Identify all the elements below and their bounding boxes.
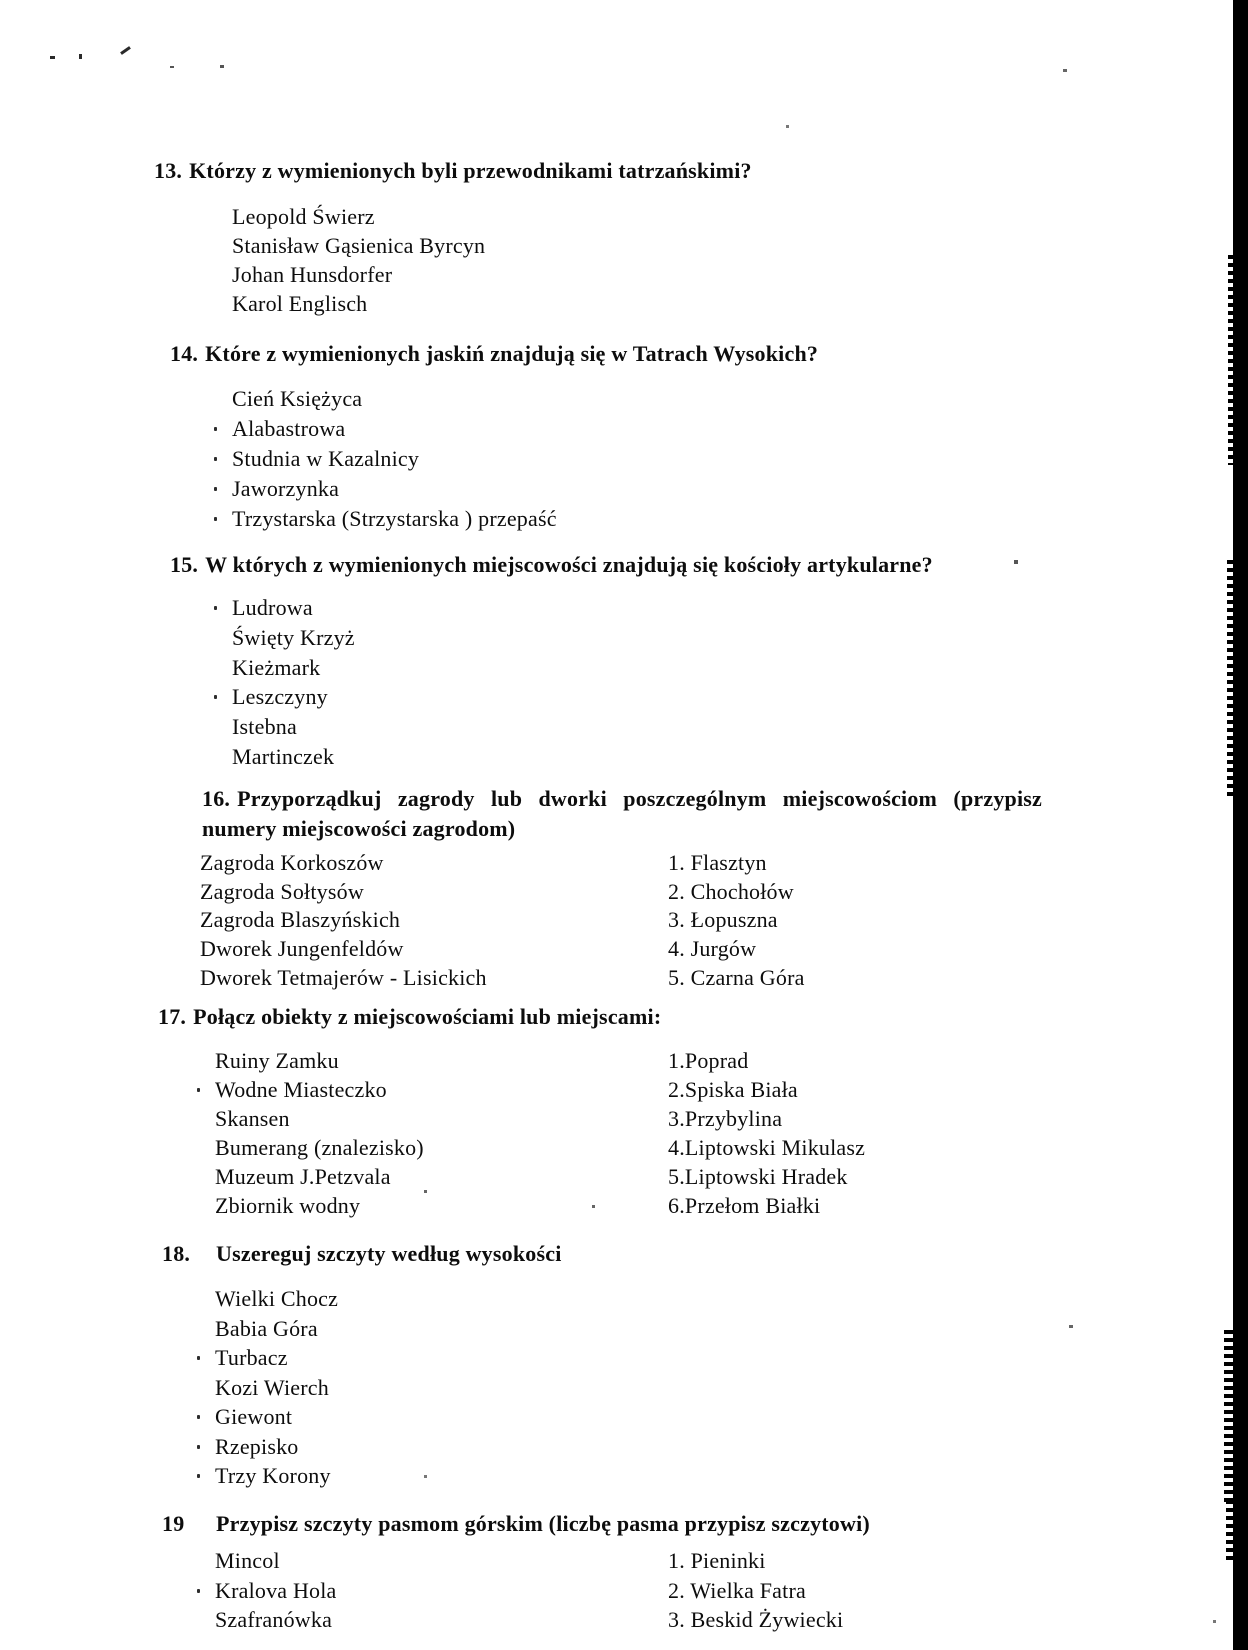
- question-heading-q19: [162, 1509, 870, 1539]
- question-title: Którzy z wymienionych byli przewodnikami tatrzańskimi?: [189, 158, 752, 183]
- answer-item-label: Rzepisko: [215, 1433, 299, 1459]
- answer-item: [232, 414, 557, 444]
- answer-item-label: Leopold Świerz: [232, 204, 375, 229]
- answer-item-label: Cień Księżyca: [232, 386, 363, 411]
- answer-item-label: Wielki Chocz: [215, 1286, 339, 1311]
- answer-item: [215, 1343, 338, 1373]
- match-right-item: [668, 1162, 865, 1191]
- answer-item: [232, 653, 355, 683]
- match-left-item: [215, 1075, 424, 1104]
- match-right-label: 1.Poprad: [668, 1048, 749, 1073]
- scan-speck: [1213, 1620, 1216, 1623]
- match-right-item: [668, 1046, 865, 1075]
- match-right-label: 3. Łopuszna: [668, 907, 778, 933]
- answer-item-label: Johan Hunsdorfer: [232, 262, 393, 287]
- answer-item-label: Trzy Korony: [215, 1463, 331, 1488]
- scan-dot-icon: [197, 1474, 200, 1478]
- scan-edge-frill: [1224, 1330, 1233, 1505]
- match-left-item: [215, 1546, 337, 1576]
- match-left-item: [200, 935, 487, 964]
- question-title: Które z wymienionych jaskiń znajdują się w Tatrach Wysokich?: [205, 341, 819, 366]
- match-right-item: [668, 964, 805, 993]
- question-number: 17.: [158, 1004, 187, 1029]
- scan-edge-bar: [1233, 0, 1248, 1650]
- answer-item-label: Jaworzynka: [232, 476, 340, 501]
- match-right-item: [668, 1546, 843, 1576]
- answer-item-label: Leszczyny: [232, 684, 328, 710]
- answer-item: [232, 593, 355, 623]
- scan-speck: [424, 1475, 427, 1478]
- match-left-item: [215, 1576, 337, 1606]
- scan-dot-icon: [214, 427, 217, 431]
- scan-dot-icon: [197, 1415, 200, 1419]
- answer-item: [232, 260, 485, 289]
- match-left-item: [200, 906, 487, 935]
- match-right-label: 5.Liptowski Hradek: [668, 1164, 848, 1189]
- answer-list-q13: [232, 202, 485, 318]
- answer-item: [215, 1284, 338, 1314]
- scan-speck: [424, 1190, 427, 1193]
- match-left-label: Szafranówka: [215, 1607, 333, 1632]
- match-right-item: [668, 1191, 865, 1220]
- answer-item-label: Martinczek: [232, 743, 335, 769]
- answer-item-label: Kozi Wierch: [215, 1374, 329, 1400]
- answer-item-label: Trzystarska (Strzystarska ) przepaść: [232, 506, 557, 531]
- scan-speck: [1069, 1325, 1073, 1328]
- question-title: Przyporządkuj zagrody lub dworki poszczególnym miejscowościom (przypisz numery miejscowości zagrodom): [202, 786, 1042, 841]
- match-right-label: 3.Przybylina: [668, 1106, 783, 1131]
- match-right-label: 2. Chochołów: [668, 878, 794, 904]
- match-left-column-q19: [215, 1546, 337, 1635]
- scan-speck: [592, 1205, 595, 1208]
- match-right-item: [668, 935, 805, 964]
- answer-item-label: Alabastrowa: [232, 416, 346, 441]
- answer-item: [215, 1314, 338, 1344]
- question-title: Przypisz szczyty pasmom górskim (liczbę pasma przypisz szczytowi): [216, 1511, 870, 1536]
- match-left-item: [215, 1104, 424, 1133]
- match-left-label: Ruiny Zamku: [215, 1048, 339, 1073]
- answer-item: [232, 202, 485, 231]
- question-number: 16.: [202, 786, 231, 811]
- match-right-label: 1. Flasztyn: [668, 850, 767, 875]
- match-left-item: [215, 1162, 424, 1191]
- question-heading-q14: [170, 339, 818, 369]
- answer-item: [232, 623, 355, 653]
- answer-item-label: Ludrowa: [232, 595, 313, 620]
- scan-edge-frill: [1228, 255, 1233, 465]
- match-right-label: 2. Wielka Fatra: [668, 1577, 806, 1603]
- match-left-item: [215, 1133, 424, 1162]
- match-right-item: [668, 906, 805, 935]
- match-right-item: [668, 1075, 865, 1104]
- match-right-column-q16: [668, 849, 805, 993]
- answer-list-q15: [232, 593, 355, 772]
- question-heading-q15: [170, 550, 933, 580]
- question-number: 19: [162, 1511, 185, 1536]
- scan-dot-icon: [197, 1589, 200, 1593]
- answer-item-label: Giewont: [215, 1404, 293, 1429]
- answer-item: [232, 712, 355, 742]
- answer-list-q18: [215, 1284, 338, 1491]
- scan-dot-icon: [214, 695, 217, 699]
- answer-item-label: Turbacz: [215, 1345, 288, 1370]
- match-left-label: Dworek Jungenfeldów: [200, 936, 404, 962]
- scan-speck: [120, 46, 131, 55]
- answer-item: [232, 504, 557, 534]
- match-left-label: Zagroda Korkoszów: [200, 850, 384, 875]
- match-left-item: [200, 849, 487, 878]
- scan-dot-icon: [197, 1445, 200, 1449]
- answer-item: [232, 474, 557, 504]
- scan-dot-icon: [214, 457, 217, 461]
- scan-edge-frill: [1226, 1500, 1233, 1560]
- match-right-item: [668, 1605, 843, 1635]
- match-left-label: Muzeum J.Petzvala: [215, 1164, 391, 1189]
- match-right-column-q17: [668, 1046, 865, 1220]
- question-number: 18.: [162, 1241, 191, 1266]
- match-left-label: Dworek Tetmajerów - Lisickich: [200, 964, 487, 990]
- match-right-column-q19: [668, 1546, 843, 1635]
- question-title: W których z wymienionych miejscowości znajdują się kościoły artykularne?: [205, 552, 933, 577]
- question-title: Połącz obiekty z miejscowościami lub miejscami:: [193, 1004, 662, 1029]
- answer-item: [232, 444, 557, 474]
- answer-item: [215, 1402, 338, 1432]
- answer-item: [232, 231, 485, 260]
- answer-item-label: Istebna: [232, 714, 297, 740]
- scan-dot-icon: [214, 487, 217, 491]
- match-right-label: 5. Czarna Góra: [668, 964, 805, 990]
- match-left-label: Mincol: [215, 1548, 280, 1573]
- match-left-item: [215, 1046, 424, 1075]
- question-heading-q18: [162, 1239, 562, 1269]
- match-right-item: [668, 1576, 843, 1606]
- scan-dot-icon: [197, 1088, 200, 1092]
- scan-speck: [170, 66, 174, 68]
- question-heading-q17: [158, 1002, 661, 1032]
- match-left-column-q17: [215, 1046, 424, 1220]
- answer-item-label: Karol Englisch: [232, 291, 368, 316]
- match-left-label: Zagroda Sołtysów: [200, 878, 364, 904]
- scan-speck: [79, 54, 82, 59]
- match-left-item: [200, 878, 487, 907]
- answer-list-q14: [232, 384, 557, 534]
- match-right-item: [668, 1104, 865, 1133]
- scan-speck: [220, 65, 224, 68]
- match-right-label: 3. Beskid Żywiecki: [668, 1607, 844, 1632]
- match-right-label: 4. Jurgów: [668, 936, 757, 962]
- match-right-label: 1. Pieninki: [668, 1548, 766, 1573]
- match-left-label: Skansen: [215, 1106, 290, 1131]
- answer-item: [232, 742, 355, 772]
- answer-item-label: Babia Góra: [215, 1315, 318, 1341]
- match-right-label: 4.Liptowski Mikulasz: [668, 1135, 866, 1160]
- match-right-label: 6.Przełom Białki: [668, 1193, 821, 1218]
- match-left-label: Zbiornik wodny: [215, 1193, 361, 1218]
- answer-item-label: Kieżmark: [232, 654, 321, 680]
- scan-speck: [1014, 560, 1018, 564]
- match-right-item: [668, 1133, 865, 1162]
- scan-edge-frill: [1227, 560, 1233, 800]
- answer-item-label: Święty Krzyż: [232, 624, 355, 650]
- answer-item-label: Studnia w Kazalnicy: [232, 446, 420, 471]
- question-heading-q13: [154, 156, 752, 186]
- match-left-label: Wodne Miasteczko: [215, 1077, 387, 1102]
- match-left-item: [215, 1605, 337, 1635]
- scan-speck: [1063, 69, 1067, 72]
- match-left-column-q16: [200, 849, 487, 993]
- answer-item: [232, 384, 557, 414]
- scan-dot-icon: [197, 1356, 200, 1360]
- answer-item: [215, 1432, 338, 1462]
- answer-item: [215, 1461, 338, 1491]
- match-left-label: Bumerang (znalezisko): [215, 1135, 424, 1160]
- question-title: Uszereguj szczyty według wysokości: [216, 1241, 562, 1266]
- match-left-item: [215, 1191, 424, 1220]
- match-right-label: 2.Spiska Biała: [668, 1077, 798, 1102]
- match-left-label: Zagroda Blaszyńskich: [200, 907, 401, 933]
- answer-item: [215, 1373, 338, 1403]
- match-right-item: [668, 849, 805, 878]
- question-heading-q16: [202, 784, 1042, 844]
- answer-item-label: Stanisław Gąsienica Byrcyn: [232, 233, 486, 258]
- scan-dot-icon: [214, 606, 217, 610]
- scan-speck: [786, 125, 789, 128]
- match-left-label: Kralova Hola: [215, 1577, 337, 1603]
- question-number: 15.: [170, 552, 199, 577]
- question-number: 14.: [170, 341, 199, 366]
- scan-speck: [50, 56, 55, 59]
- scan-dot-icon: [214, 517, 217, 521]
- match-left-item: [200, 964, 487, 993]
- match-right-item: [668, 878, 805, 907]
- answer-item: [232, 682, 355, 712]
- question-number: 13.: [154, 158, 183, 183]
- answer-item: [232, 289, 485, 318]
